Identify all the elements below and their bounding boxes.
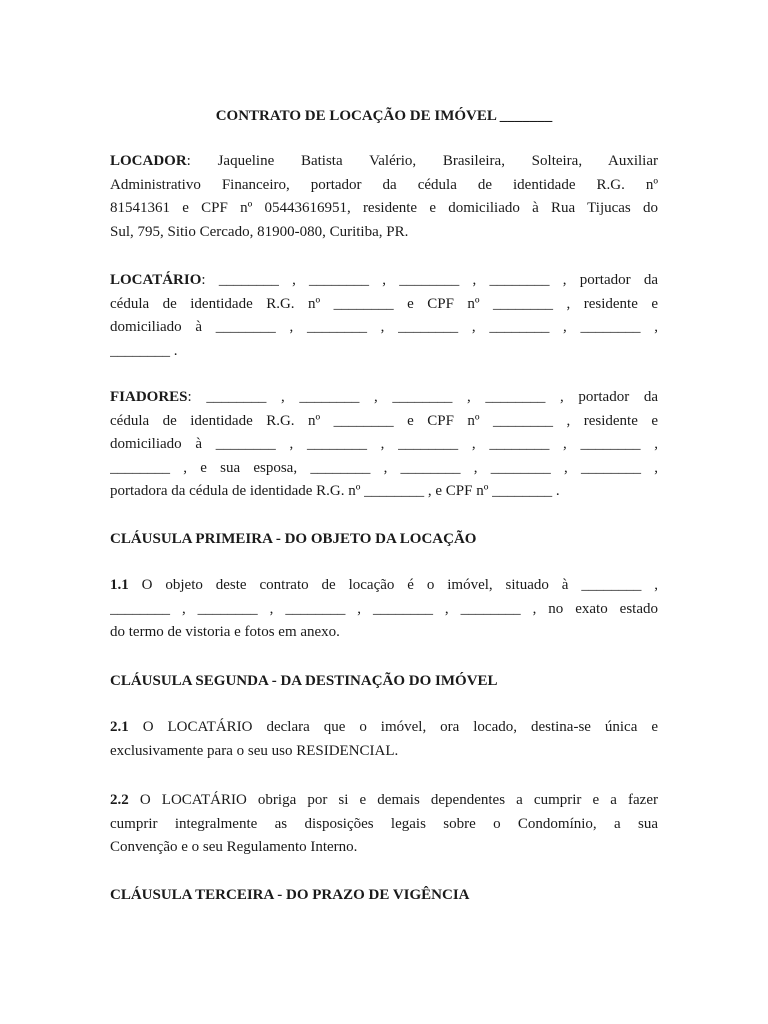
clausula-2-1-line-2: exclusivamente para o seu uso RESIDENCIAL.	[110, 742, 399, 759]
fiadores-line-5: portadora da cédula de identidade R.G. nº ________ , e CPF nº ________ .	[110, 483, 560, 499]
clausula-terceira-heading: CLÁUSULA TERCEIRA - DO PRAZO DE VIGÊNCIA	[110, 887, 470, 903]
clausula-primeira-heading: CLÁUSULA PRIMEIRA - DO OBJETO DA LOCAÇÃO	[110, 531, 477, 547]
clausula-1-1-line-2: ________ , ________ , ________ , ________ , ________ , no exato estado	[110, 600, 658, 617]
clausula-2-1-line-1: 2.1 O LOCATÁRIO declara que o imóvel, ora locado, destina-se única e	[110, 719, 658, 735]
clausula-segunda-heading: CLÁUSULA SEGUNDA - DA DESTINAÇÃO DO IMÓVEL	[110, 673, 498, 689]
item-number-1-1: 1.1	[110, 577, 129, 593]
clausula-2-2-paragraph	[110, 789, 658, 860]
locatario-line-2: cédula de identidade R.G. nº ________ e CPF nº ________ , residente e	[110, 295, 658, 312]
locatario-line-3: domiciliado à ________ , ________ , ________ , ________ , ________ ,	[110, 319, 658, 335]
clausula-2-2-line-2: cumprir integralmente as disposições legais sobre o Condomínio, a sua	[110, 815, 658, 832]
clausula-1-1-paragraph	[110, 574, 658, 645]
locador-line-2: Administrativo Financeiro, portador da cédula de identidade R.G. nº	[110, 176, 658, 193]
document-title: CONTRATO DE LOCAÇÃO DE IMÓVEL _______	[215, 108, 553, 124]
fiadores-paragraph	[110, 386, 658, 504]
locador-label: LOCADOR	[110, 153, 187, 169]
clausula-1-1-line-3: do termo de vistoria e fotos em anexo.	[110, 624, 340, 640]
fiadores-line-1: FIADORES: ________ , ________ , ________ , ________ , portador da	[110, 389, 658, 405]
item-number-2-1: 2.1	[110, 719, 129, 735]
clausula-2-1-paragraph	[110, 716, 658, 763]
locatario-line-1: LOCATÁRIO: ________ , ________ , ________ , ________ , portador da	[110, 272, 658, 288]
locatario-line-4: ________ .	[110, 342, 178, 359]
locatario-label: LOCATÁRIO	[110, 272, 202, 288]
locador-line-4: Sul, 795, Sitio Cercado, 81900-080, Curitiba, PR.	[110, 223, 409, 240]
clausula-2-2-line-1: 2.2 O LOCATÁRIO obriga por si e demais dependentes a cumprir e a fazer	[110, 792, 658, 808]
fiadores-line-3: domiciliado à ________ , ________ , ________ , ________ , ________ ,	[110, 436, 658, 452]
clausula-1-1-line-1: 1.1 O objeto deste contrato de locação é o imóvel, situado à ________ ,	[110, 577, 658, 593]
fiadores-line-4: ________ , e sua esposa, ________ , ________ , ________ , ________ ,	[110, 459, 658, 476]
clausula-2-2-line-3: Convenção e o seu Regulamento Interno.	[110, 839, 358, 855]
locador-line-1: LOCADOR: Jaqueline Batista Valério, Brasileira, Solteira, Auxiliar	[110, 153, 658, 169]
locador-paragraph	[110, 150, 658, 244]
fiadores-line-2: cédula de identidade R.G. nº ________ e CPF nº ________ , residente e	[110, 412, 658, 429]
fiadores-label: FIADORES	[110, 389, 188, 405]
locador-line-3: 81541361 e CPF nº 05443616951, residente e domiciliado à Rua Tijucas do	[110, 200, 658, 216]
locatario-paragraph	[110, 269, 658, 363]
item-number-2-2: 2.2	[110, 792, 129, 808]
